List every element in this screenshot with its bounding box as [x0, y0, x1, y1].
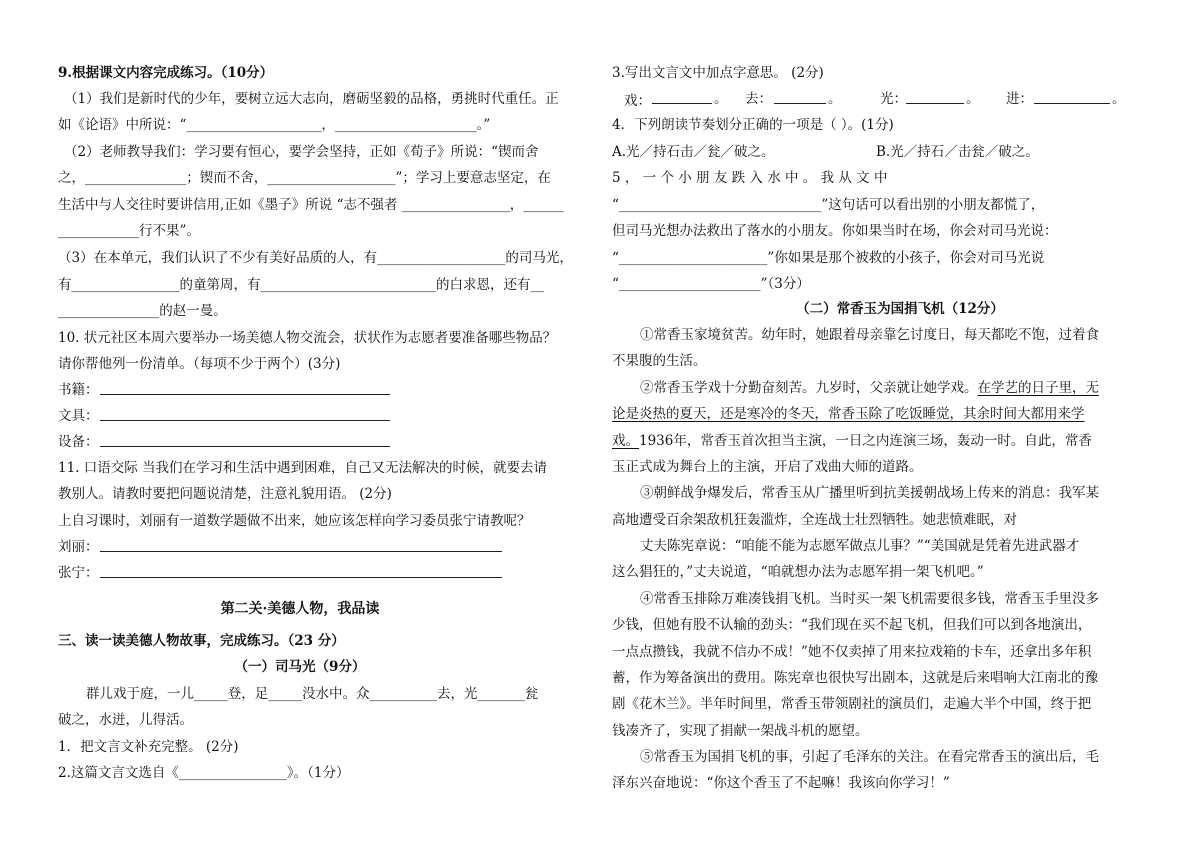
passage-p2-a-plain: ②常香玉学戏十分勤奋刻苦。九岁时，父亲就让她学戏。 — [640, 380, 978, 396]
q3-tail-guang: 。 — [966, 91, 980, 107]
q9-line-8: 有________________的童第周，有__________________________的白求恩，还有__ — [58, 277, 544, 293]
wenyan-line-2: 破之，水迸，儿得活。 — [58, 712, 193, 728]
passage-p3-d: 这么猖狂的，”丈夫说道，“咱就想办法为志愿军捐一架飞机吧。” — [612, 564, 984, 580]
q9-line-2: 如《论语》中所说：“____________________，_____________________。” — [58, 117, 491, 133]
q11-line-3: 上自习课时，刘丽有一道数学题做不出来，她应该怎样向学习委员张宁请教呢？ — [58, 513, 531, 529]
section2-title: 第二关·美德人物，我品读 — [220, 601, 380, 617]
q4-option-b: B.光／持石／击瓮／破之。 — [876, 144, 1039, 160]
q3-tail-xi: 。 — [714, 91, 728, 107]
passage-p2-c-plain: 1936年，常香玉首次担当主演，一日之内连演三场，轰动一时。自此，常香 — [639, 433, 1092, 449]
passage-p4-a: ④常香玉排除万难凑钱捐飞机。当时买一架飞机需要很多钱，常香玉手里没多 — [640, 591, 1099, 607]
passage-p2-d: 玉正式成为舞台上的主演，开启了戏曲大师的道路。 — [612, 459, 923, 475]
q3-tail-qu: 。 — [828, 91, 842, 107]
passage-p1-b: 不果腹的生活。 — [612, 353, 707, 369]
passage-p4-f: 钱凑齐了，实现了捐献一架战斗机的愿望。 — [612, 723, 869, 739]
q4-option-a: A.光／持石击／瓮／破之。 — [612, 144, 775, 160]
passage-p4-e: 剧《花木兰》。半年时间里，常香玉带领剧社的演员们，走遍大半个中国，终于把 — [612, 696, 1092, 712]
q5-line-5: “_____________________”（3分） — [612, 276, 810, 292]
equipment-label: 设备： — [58, 434, 99, 450]
zhangning-answer-line[interactable] — [100, 577, 502, 578]
q5-line-1: 5 ， 一 个 小 朋 友 跌 入 水 中 。 我 从 文 中 — [612, 170, 888, 186]
passage-p3-b: 高地遭受百余架敌机狂轰滥炸，全连战士壮烈牺牲。她悲愤难眠，对 — [612, 512, 1017, 528]
q9-line-6: ____________行不果”。 — [58, 223, 200, 239]
passage-p2-a-underlined: 在学艺的日子里，无 — [977, 380, 1099, 396]
liuli-label: 刘丽： — [58, 539, 99, 555]
q10-line-1: 10. 状元社区本周六要举办一场美德人物交流会，状状作为志愿者要准备哪些物品？ — [58, 330, 557, 346]
q2-line: 2.这篇文言文选自《________________》。（1分） — [58, 765, 350, 781]
q3-label-xi: 戏： — [624, 93, 651, 109]
q11-line-1: 11. 口语交际 当我们在学习和生活中遇到困难，自己又无法解决的时候，就要去请 — [58, 460, 548, 476]
part3-title: 三、读一读美德人物故事，完成练习。（23 分） — [58, 633, 345, 649]
q9-line-4: 之，_______________；锲而不舍，___________________”；学习上要意志坚定，在 — [58, 170, 551, 186]
passage-p5-a: ⑤常香玉为国捐飞机的事，引起了毛泽东的关注。在看完常香玉的演出后，毛 — [640, 749, 1099, 765]
passage-p5-b: 泽东兴奋地说：“你这个香玉了不起嘛！我该向你学习！” — [612, 775, 950, 791]
sub2-title: （二）常香玉为国捐飞机（12分） — [796, 301, 1004, 317]
q5-line-4: “______________________”你如果是那个被救的小孩子，你会对司马光说 — [612, 250, 1045, 266]
equipment-answer-line[interactable] — [100, 446, 390, 447]
passage-p2-c — [612, 432, 1092, 450]
q3-item-xi — [624, 90, 651, 110]
q3-blank-xi[interactable] — [652, 103, 712, 104]
q5-line-2: “______________________________”这句话可以看出别的小朋友都慌了， — [612, 197, 1045, 213]
liuli-answer-line[interactable] — [100, 551, 502, 552]
passage-p1-a: ①常香玉家境贫苦。幼年时，她跟着母亲靠乞讨度日，每天都吃不饱，过着食 — [640, 327, 1099, 343]
passage-p3-a: ③朝鲜战争爆发后，常香玉从广播里听到抗美援朝战场上传来的消息：我军某 — [640, 485, 1099, 501]
books-label: 书籍： — [58, 382, 99, 398]
q5-line-3: 但司马光想办法救出了落水的小朋友。你如果当时在场，你会对司马光说： — [612, 223, 1058, 239]
q3-tail-jin: 。 — [1112, 91, 1126, 107]
books-answer-line[interactable] — [100, 394, 390, 395]
q3-label-jin: 进： — [1006, 91, 1033, 107]
q3-blank-guang[interactable] — [906, 103, 964, 104]
passage-p4-c: 一点点攒钱，我就不信办不成！”她不仅卖掉了用来拉戏箱的卡车，还拿出多年积 — [612, 644, 1092, 660]
q10-line-2: 请你帮他列一份清单。（每项不少于两个）(3分) — [58, 356, 341, 372]
passage-p4-b: 少钱，但她有股不认输的劲头：“我们现在买不起飞机，但我们可以到各地演出， — [612, 617, 1092, 633]
wenyan-line-1: 群儿戏于庭，一儿_____登，足_____没水中。众__________去，光_______瓮 — [86, 686, 539, 702]
q3-blank-jin[interactable] — [1034, 103, 1110, 104]
zhangning-label: 张宁： — [58, 565, 99, 581]
q1-line: 1．把文言文补充完整。 (2分) — [58, 739, 239, 755]
stationery-answer-line[interactable] — [100, 420, 390, 421]
passage-p3-c: 丈夫陈宪章说：“咱能不能为志愿军做点儿事？”“美国就是凭着先进武器才 — [640, 538, 1080, 554]
q9-line-3: （2）老师教导我们：学习要有恒心，要学会坚持，正如《荀子》所说：“锲而舍 — [64, 144, 539, 160]
q9-line-9: _______________的赵一曼。 — [58, 303, 227, 319]
passage-p4-d: 蓄，作为筹备演出的费用。陈宪章也很快写出剧本，这就是后来唱响大江南北的豫 — [612, 670, 1098, 686]
q11-line-2: 教别人。请教时要把问题说清楚，注意礼貌用语。 (2分) — [58, 486, 392, 502]
passage-p2-a — [640, 379, 1099, 397]
q3-label-guang: 光： — [880, 91, 907, 107]
passage-p2-b: 论是炎热的夏天，还是寒冷的冬天，常香玉除了吃饭睡觉，其余时间大都用来学 — [612, 406, 1085, 422]
q4-title: 4．下列朗读节奏划分正确的一项是（ ）。(1分) — [612, 117, 894, 133]
q3-label-qu: 去： — [745, 91, 772, 107]
q9-line-5: 生活中与人交往时要讲信用,正如《墨子》所说 “志不强者 ________________，______ — [58, 197, 564, 213]
stationery-label: 文具： — [58, 408, 99, 424]
passage-p2-c-underlined: 戏。 — [612, 433, 639, 449]
sub1-title: （一）司马光（9分） — [234, 659, 366, 675]
q9-line-7: （3）在本单元，我们认识了不少有美好品质的人，有___________________的司马光， — [58, 250, 573, 266]
q3-title: 3.写出文言文中加点字意思。 (2分) — [612, 65, 824, 81]
q3-blank-qu[interactable] — [774, 103, 826, 104]
q9-line-1: （1）我们是新时代的少年，要树立远大志向，磨砺坚毅的品格，勇挑时代重任。正 — [64, 91, 559, 107]
q9-title: 9.根据课文内容完成练习。（10分） — [58, 65, 274, 81]
